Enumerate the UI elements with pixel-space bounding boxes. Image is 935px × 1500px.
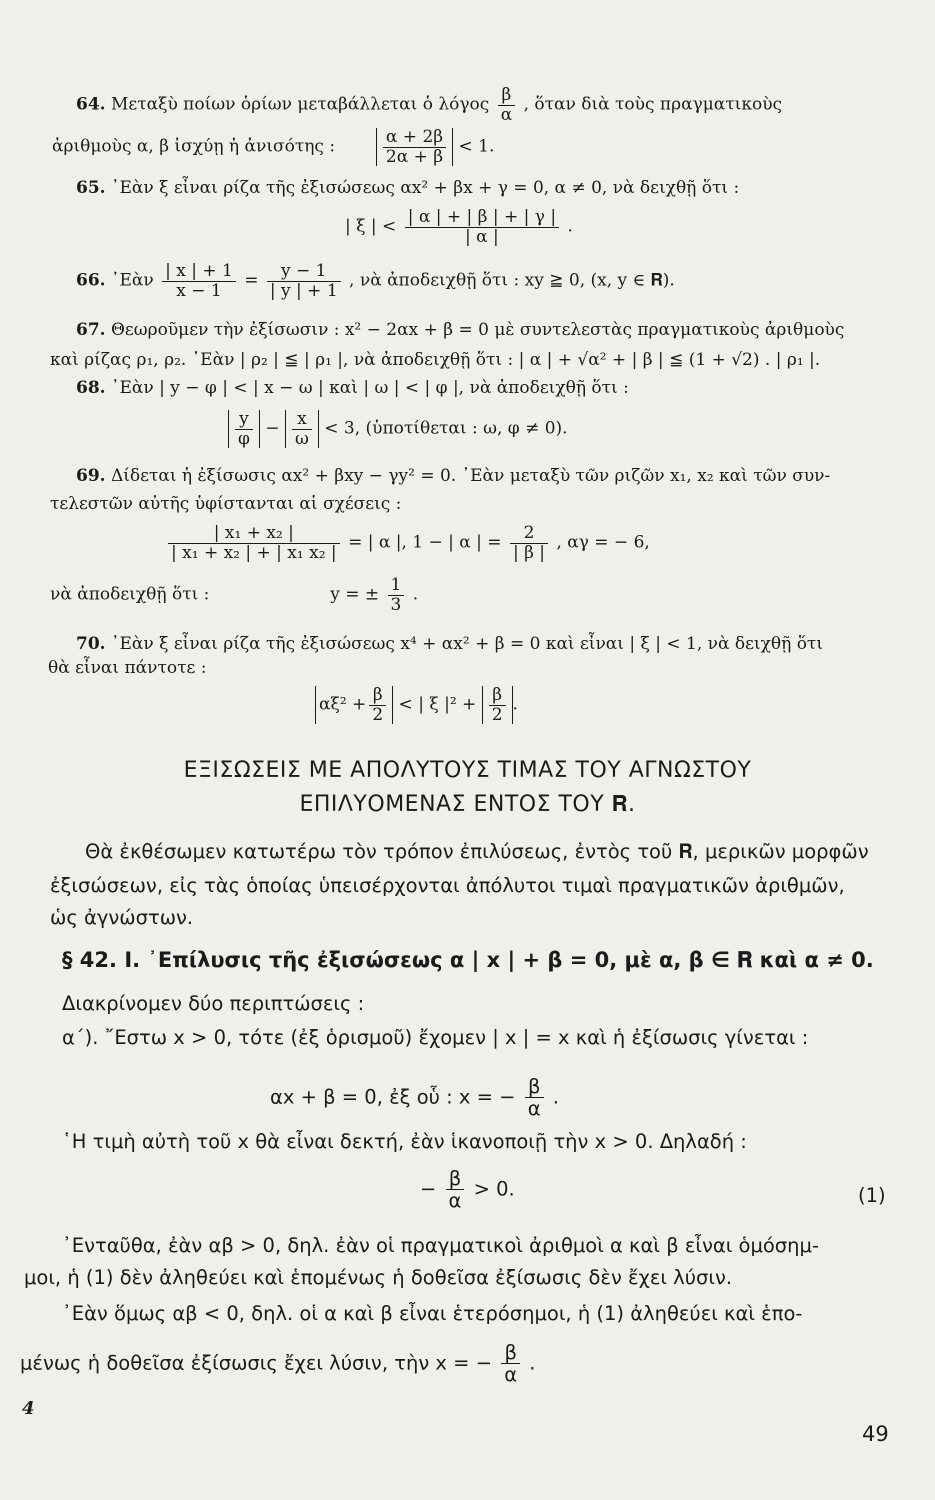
acceptance-line: ῾Η τιμὴ αὐτὴ τοῦ x θὰ εἶναι δεκτή, ἐὰν ἱκανοποιῇ τὴν x > 0. Δηλαδή : bbox=[62, 1130, 747, 1153]
equation-a: αx + β = 0, ἐξ οὗ : x = − $\frac{\beta}{\alpha}$ . bbox=[270, 1075, 559, 1121]
exercise-67-line1: 67. Θεωροῦμεν τὴν ἐξίσωσιν : x² − 2αx + β = 0 μὲ συντελεστὰς πραγματικοὺς ἀριθμοὺς bbox=[76, 320, 845, 340]
exercise-68-inequality: $\frac{y}{\varphi}$ − $\frac{x}{\omega}$ < 3, (ὑποτίθεται : ω, φ ≠ 0). bbox=[228, 410, 568, 448]
abs-fraction: $\frac{\alpha + 2\beta}{2\alpha + \beta}$ bbox=[376, 128, 453, 166]
paragraph-1-line1: ᾿Ενταῦθα, ἐὰν αβ > 0, δηλ. ἐὰν οἱ πραγματικοὶ ἀριθμοὶ α καὶ β εἶναι ὁμόσημ- bbox=[62, 1234, 819, 1257]
exercise-67-line2: καὶ ρίζας ρ₁, ρ₂. ᾿Εὰν | ρ₂ | ≦ | ρ₁ |, νὰ ἀποδειχθῇ ὅτι : | α | + √α² + | β | ≦ (1 + √2) . | ρ₁ |. bbox=[50, 350, 821, 370]
exercise-number: 67. bbox=[76, 320, 106, 340]
ratio-fraction: $\frac{\beta}{\alpha}$ bbox=[498, 86, 515, 124]
exercise-70-line1: 70. ᾿Εὰν ξ εἶναι ρίζα τῆς ἐξισώσεως x⁴ + αx² + β = 0 καὶ εἶναι | ξ | < 1, νὰ δειχθῇ ὅτι bbox=[76, 634, 824, 654]
condition-1: − $\frac{\beta}{\alpha}$ > 0. bbox=[420, 1167, 515, 1213]
exercise-65-line1: 65. ᾿Εὰν ξ εἶναι ρίζα τῆς ἐξισώσεως αx² + βx + γ = 0, α ≠ 0, νὰ δειχθῇ ὅτι : bbox=[76, 178, 740, 198]
paragraph-2-line1: ᾿Εὰν ὅμως αβ < 0, δηλ. οἱ α καὶ β εἶναι ἑτερόσημοι, ἡ (1) ἀληθεύει καὶ ἑπο- bbox=[62, 1302, 803, 1325]
cases-intro: Διακρίνομεν δύο περιπτώσεις : bbox=[62, 992, 365, 1015]
case-a: α΄). ῎Εστω x > 0, τότε (ἐξ ὁρισμοῦ) ἔχομεν | x | = x καὶ ἡ ἐξίσωσις γίνεται : bbox=[62, 1026, 809, 1049]
exercise-66: 66. ᾿Εὰν $\frac{| x | + 1}{x - 1}$ = $\frac{y - 1}{| y | + 1}$ , νὰ ἀποδειχθῇ ὅτι : xy ≧ 0, (x, y ∈ 𝐑). bbox=[76, 261, 675, 301]
section-title-line1: ΕΞΙΣΩΣΕΙΣ ΜΕ ΑΠΟΛΥΤΟΥΣ ΤΙΜΑΣ ΤΟΥ ΑΓΝΩΣΤΟΥ bbox=[183, 758, 752, 783]
page-number: 49 bbox=[862, 1422, 889, 1446]
exercise-68-line1: 68. ᾿Εὰν | y − φ | < | x − ω | καὶ | ω | < | φ |, νὰ ἀποδειχθῇ ὅτι : bbox=[76, 378, 629, 398]
exercise-number: 66. bbox=[76, 270, 106, 291]
intro-line2: ἐξισώσεων, εἰς τὰς ὁποίας ὑπεισέρχονται ἀπόλυτοι τιμαὶ πραγματικῶν ἀριθμῶν, bbox=[50, 874, 845, 897]
paragraph-2-line2: μένως ἡ δοθεῖσα ἐξίσωσις ἔχει λύσιν, τὴν x = − $\frac{\beta}{\alpha}$ . bbox=[20, 1341, 536, 1387]
intro-line3: ὡς ἀγνώστων. bbox=[50, 906, 194, 929]
exercise-70-inequality: αξ² + $\frac{\beta}{2}$ < | ξ |² + $\frac{\beta}{2}$ . bbox=[315, 686, 518, 724]
signature-mark: 4 bbox=[22, 1398, 35, 1419]
exercise-number: 65. bbox=[76, 178, 106, 198]
exercise-69-line1: 69. Δίδεται ἡ ἐξίσωσις αx² + βxy − γy² = 0. ᾿Εὰν μεταξὺ τῶν ριζῶν x₁, x₂ καὶ τῶν συν- bbox=[76, 466, 831, 486]
exercise-number: 68. bbox=[76, 378, 106, 398]
exercise-69-relations: $\frac{\text{| x₁ + x₂ |}}{\text{| x₁ + x₂ | + | x₁ x₂ |}}$ = | α |, 1 − | α | = $\frac{2}{| \beta |}$ , αγ = − 6, bbox=[165, 524, 650, 562]
exercise-69-line2: τελεστῶν αὐτῆς ὑφίστανται αἱ σχέσεις : bbox=[50, 494, 402, 514]
section-42-heading: § 42. I. ᾿Επίλυσις τῆς ἐξισώσεως α | x | + β = 0, μὲ α, β ∈ 𝐑 καὶ α ≠ 0. bbox=[62, 948, 874, 972]
exercise-number: 69. bbox=[76, 466, 106, 486]
exercise-65-inequality: | ξ | < $\frac{| \alpha | + | \beta | + | \gamma |}{| \alpha |}$ . bbox=[345, 207, 573, 247]
exercise-64-line1: 64. Μεταξὺ ποίων ὁρίων μεταβάλλεται ὁ λόγος $\frac{\beta}{\alpha}$ , ὅταν διὰ τοὺς πραγματικοὺς bbox=[76, 85, 783, 125]
exercise-69-conclusion: νὰ ἀποδειχθῇ ὅτι : y = ± $\frac{1}{3}$ . bbox=[50, 575, 419, 615]
exercise-70-line2: θὰ εἶναι πάντοτε : bbox=[48, 658, 207, 678]
exercise-64-line2: ἀριθμοὺς α, β ἰσχύῃ ἡ ἀνισότης : $\frac{\alpha + 2\beta}{2\alpha + \beta}$ < 1. bbox=[52, 127, 495, 167]
section-title-line2: ΕΠΙΛΥΟΜΕΝΑΣ ΕΝΤΟΣ ΤΟΥ 𝐑. bbox=[299, 792, 636, 817]
exercise-number: 70. bbox=[76, 634, 106, 654]
intro-line1: Θὰ ἐκθέσωμεν κατωτέρω τὸν τρόπον ἐπιλύσεως, ἐντὸς τοῦ 𝐑, μερικῶν μορφῶν bbox=[85, 840, 869, 863]
exercise-number: 64. bbox=[76, 94, 106, 115]
paragraph-1-line2: μοι, ἡ (1) δὲν ἀληθεύει καὶ ἑπομένως ἡ δοθεῖσα ἐξίσωσις δὲν ἔχει λύσιν. bbox=[24, 1266, 733, 1289]
equation-label: (1) bbox=[858, 1184, 886, 1207]
